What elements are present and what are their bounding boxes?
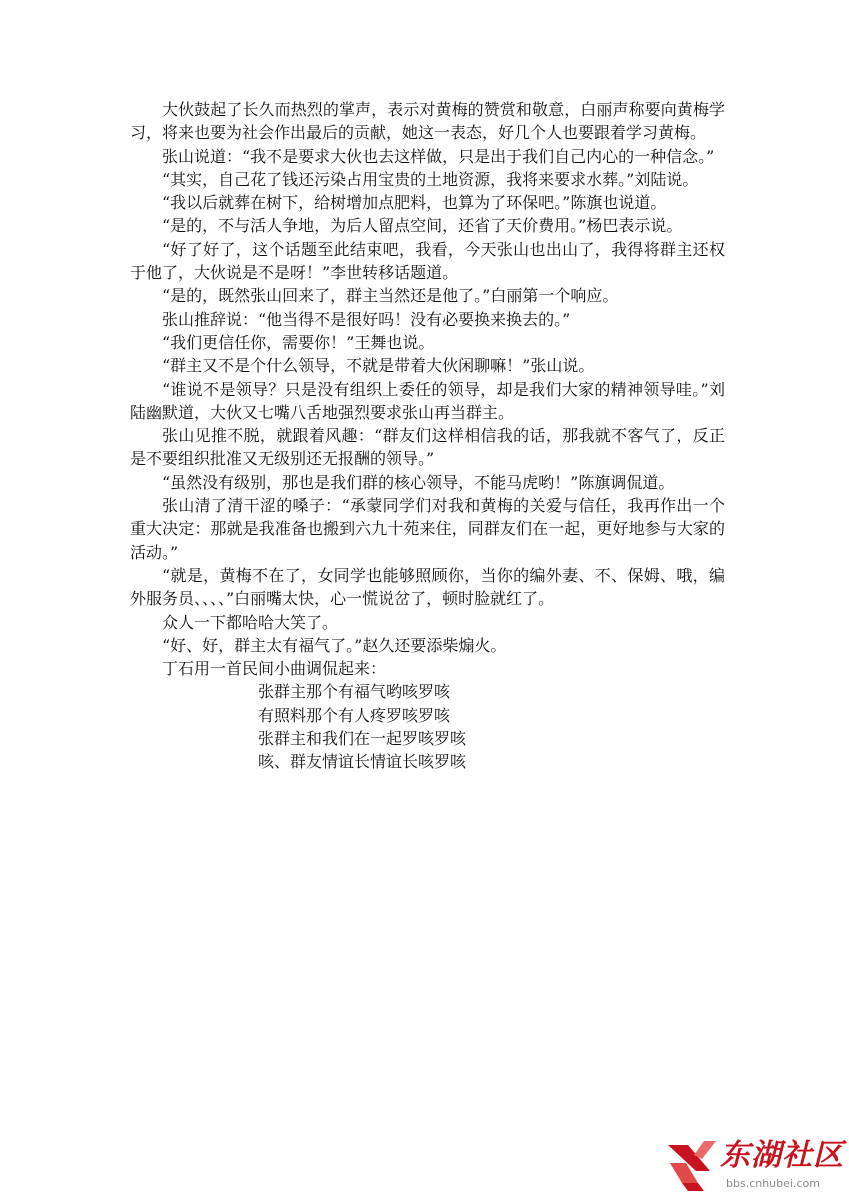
- paragraph: “是的，不与活人争地，为后人留点空间，还省了天价费用。”杨巴表示说。: [162, 216, 683, 236]
- song-line: 有照料那个有人疼罗咳罗咳: [258, 705, 451, 725]
- paragraph: 张山说道：“我不是要求大伙也去这样做，只是出于我们自己内心的一种信念。”: [162, 146, 715, 166]
- paragraph: “是的，既然张山回来了，群主当然还是他了。”白丽第一个响应。: [162, 286, 619, 306]
- song-line: 咳、群友情谊长情谊长咳罗咳: [258, 752, 467, 772]
- paragraph: 众人一下都哈哈大笑了。: [162, 612, 339, 632]
- watermark-url: bbs.cnhubei.com: [726, 1177, 820, 1190]
- paragraph: “我们更信任你，需要你！”王舞也说。: [162, 332, 435, 352]
- paragraph: “好了好了，这个话题至此结束吧，我看，今天张山也出山了，我得将群主还权于他了，大伙说是不是呀！”李世转移话题道。: [130, 239, 725, 283]
- paragraph: 张山清了清干涩的嗓子：“承蒙同学们对我和黄梅的关爱与信任，我再作出一个重大决定：那就是我准备也搬到六九十苑来住，同群友们在一起，更好地参与大家的活动。”: [130, 496, 725, 562]
- site-watermark: [664, 1135, 844, 1195]
- document-body: [130, 98, 725, 774]
- song-line: 张群主和我们在一起罗咳罗咳: [258, 729, 467, 749]
- paragraph: “就是，黄梅不在了，女同学也能够照顾你，当你的编外妻、不、保姆、哦，编外服务员、、、、”白丽嘴太快，心一慌说岔了，顿时脸就红了。: [130, 565, 725, 609]
- song-lyrics: [130, 680, 725, 773]
- paragraph: “谁说不是领导？只是没有组织上委任的领导，却是我们大家的精神领导哇。”刘陆幽默道，大伙又七嘴八舌地强烈要求张山再当群主。: [130, 379, 725, 422]
- song-line: 张群主那个有福气哟咳罗咳: [258, 682, 451, 702]
- paragraph: “我以后就葬在树下，给树增加点肥料，也算为了环保吧。”陈旗也说道。: [162, 193, 667, 213]
- paragraph: “虽然没有级别，那也是我们群的核心领导，不能马虎哟！”陈旗调侃道。: [162, 472, 675, 492]
- donghu-logo-icon: [664, 1137, 720, 1193]
- paragraph: 丁石用一首民间小曲调侃起来：: [162, 659, 387, 679]
- paragraph: 大伙鼓起了长久而热烈的掌声，表示对黄梅的赞赏和敬意，白丽声称要向黄梅学习，将来也要为社会作出最后的贡献，她这一表态，好几个人也要跟着学习黄梅。: [130, 100, 725, 143]
- watermark-title: 东湖社区: [720, 1138, 844, 1173]
- paragraph: “群主又不是个什么领导，不就是带着大伙闲聊嘛！”张山说。: [162, 356, 595, 376]
- paragraph: 张山见推不脱，就跟着风趣：“群友们这样相信我的话，那我就不客气了，反正是不要组织批准又无级别还无报酬的领导。”: [130, 426, 725, 469]
- paragraph: 张山推辞说：“他当得不是很好吗！没有必要换来换去的。”: [162, 309, 571, 329]
- paragraph: “其实，自己花了钱还污染占用宝贵的土地资源，我将来要求水葬。”刘陆说。: [162, 169, 699, 189]
- paragraph: “好、好，群主太有福气了。”赵久还要添柴煽火。: [162, 635, 507, 655]
